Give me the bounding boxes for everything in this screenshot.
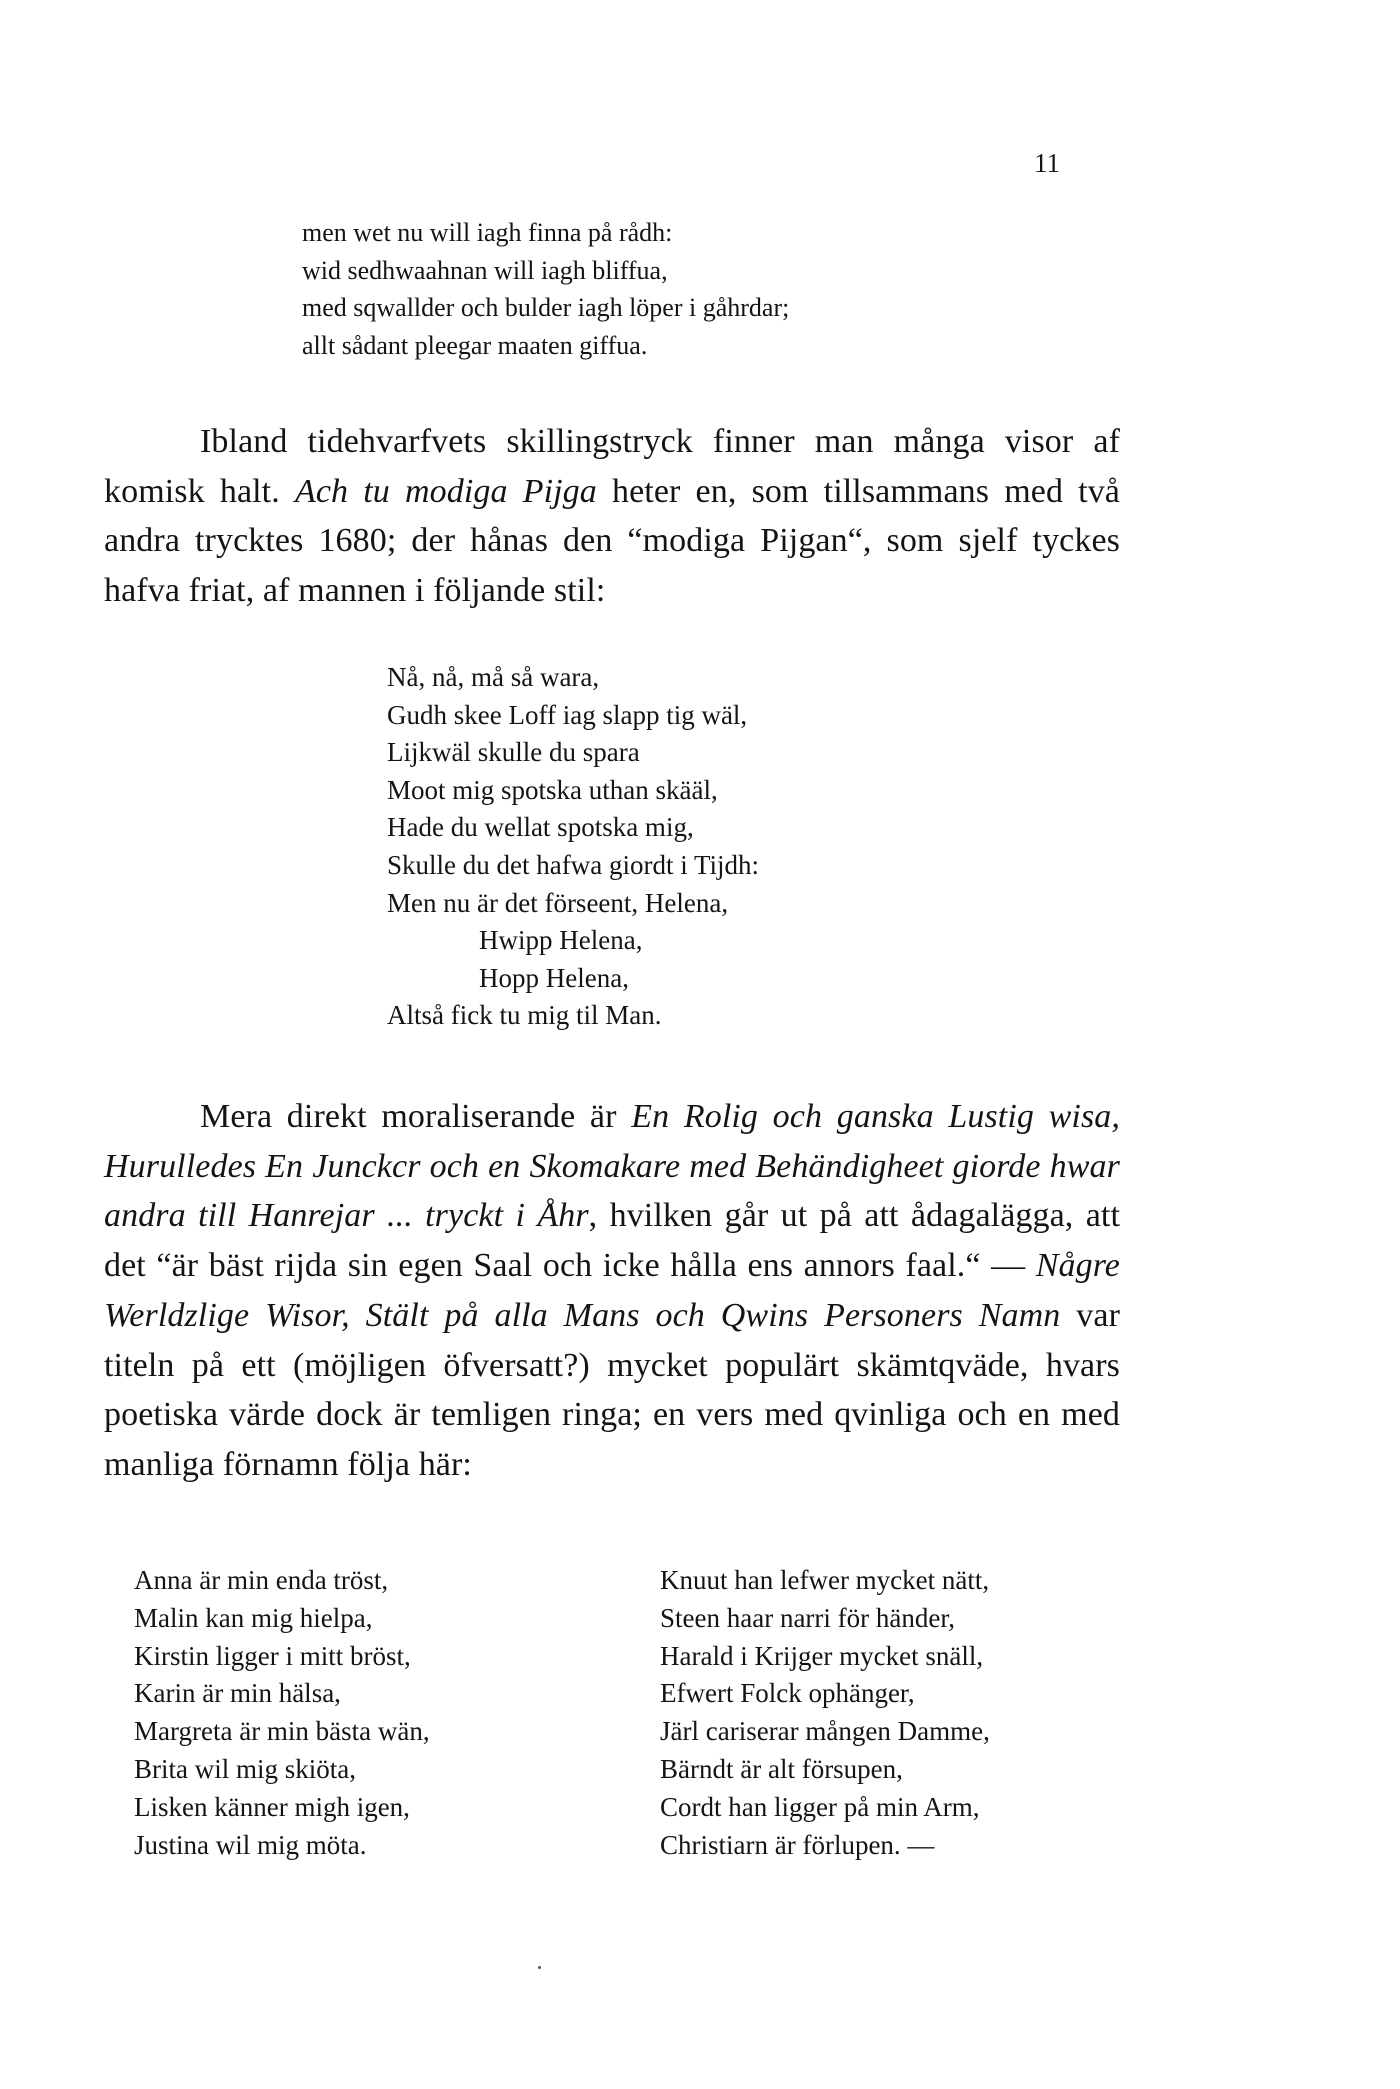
verse-male-names [660,1562,990,1864]
paragraph-text: , hvilken går ut på att ådagalägga, att det “är bäst rijda sin egen Saal och icke hålla ens annors faal.“ — [104,1197,1120,1285]
verse-line: Efwert Folck ophänger, [660,1678,915,1709]
song-title: Någre Werldzlige Wisor, Stält på alla Mans och Qwins Personers Namn [104,1247,1120,1334]
song-title: Ach tu modiga Pijga [294,472,597,510]
verse-line: Skulle du det hafwa giordt i Tijdh: [387,849,760,880]
verse-line: Cordt han ligger på min Arm, [660,1791,980,1822]
verse-line: wid sedhwaahnan will iagh bliffua, [302,255,668,285]
paragraph-skillingstryck [104,417,1120,616]
verse-line: Men nu är det förseent, Helena, [387,887,729,918]
verse-line: allt sådant pleegar maaten giffua. [302,330,648,360]
verse-line: med sqwallder och bulder iagh löper i gåhrdar; [302,293,790,322]
verse-line: Lisken känner migh igen, [134,1791,410,1822]
paragraph-text: var titeln på ett (möjligen öfversatt?) mycket populärt skämtqväde, hvars poetiska värde dock är temligen ringa; en vers med qvinliga och en med manliga förnamn följa här: [104,1296,1120,1483]
verse-line: Hade du wellat spotska mig, [387,812,694,843]
song-title: En Rolig och ganska Lustig wisa, Hurulledes En Junckcr och en Skomakare med Behändigheet giorde hwar andra till Hanrejar ... tryckt i Åhr [104,1098,1120,1235]
verse-line: Margreta är min bästa wän, [134,1716,430,1747]
verse-line: Lijkwäl skulle du spara [387,737,640,768]
verse-line: Bärndt är alt försupen, [660,1753,903,1784]
verse-line: Moot mig spotska uthan skääl, [387,774,718,805]
print-speck [538,1966,541,1969]
verse-top [302,214,789,364]
verse-line: men wet nu will iagh finna på rådh: [302,218,673,247]
paragraph-moraliserande [104,1092,1120,1490]
verse-line: Anna är min enda tröst, [134,1565,389,1595]
page-number: 11 [1034,148,1060,178]
verse-line: Nå, nå, må så wara, [387,662,600,692]
verse-line: Harald i Krijger mycket snäll, [660,1640,984,1671]
verse-line: Karin är min hälsa, [134,1678,341,1709]
verse-line: Brita wil mig skiöta, [134,1753,356,1784]
verse-line: Gudh skee Loff iag slapp tig wäl, [387,699,748,730]
verse-line: Knuut han lefwer mycket nätt, [660,1565,990,1595]
verse-line: Altså fick tu mig til Man. [387,1000,662,1031]
verse-line: Malin kan mig hielpa, [134,1602,373,1633]
verse-line: Steen haar narri för händer, [660,1602,956,1633]
paragraph-text: Ibland tidehvarfvets skillingstryck finner man många visor af komisk halt. [104,423,1120,510]
paragraph-text: heter en, som tillsammans med två andra trycktes 1680; der hånas den “modiga Pijgan“, som sjelf tyckes hafva friat, af mannen i följande stil: [104,472,1120,610]
verse-female-names [134,1562,430,1864]
paragraph-text: Mera direkt moraliserande är [200,1098,632,1135]
verse-line: Hwipp Helena, [479,925,643,956]
verse-helena [387,659,759,1035]
verse-line: Christiarn är förlupen. — [660,1829,935,1860]
verse-line: Hopp Helena, [479,962,629,993]
verse-line: Järl cariserar mången Damme, [660,1716,990,1747]
verse-line: Justina wil mig möta. [134,1829,367,1860]
verse-line: Kirstin ligger i mitt bröst, [134,1640,411,1671]
